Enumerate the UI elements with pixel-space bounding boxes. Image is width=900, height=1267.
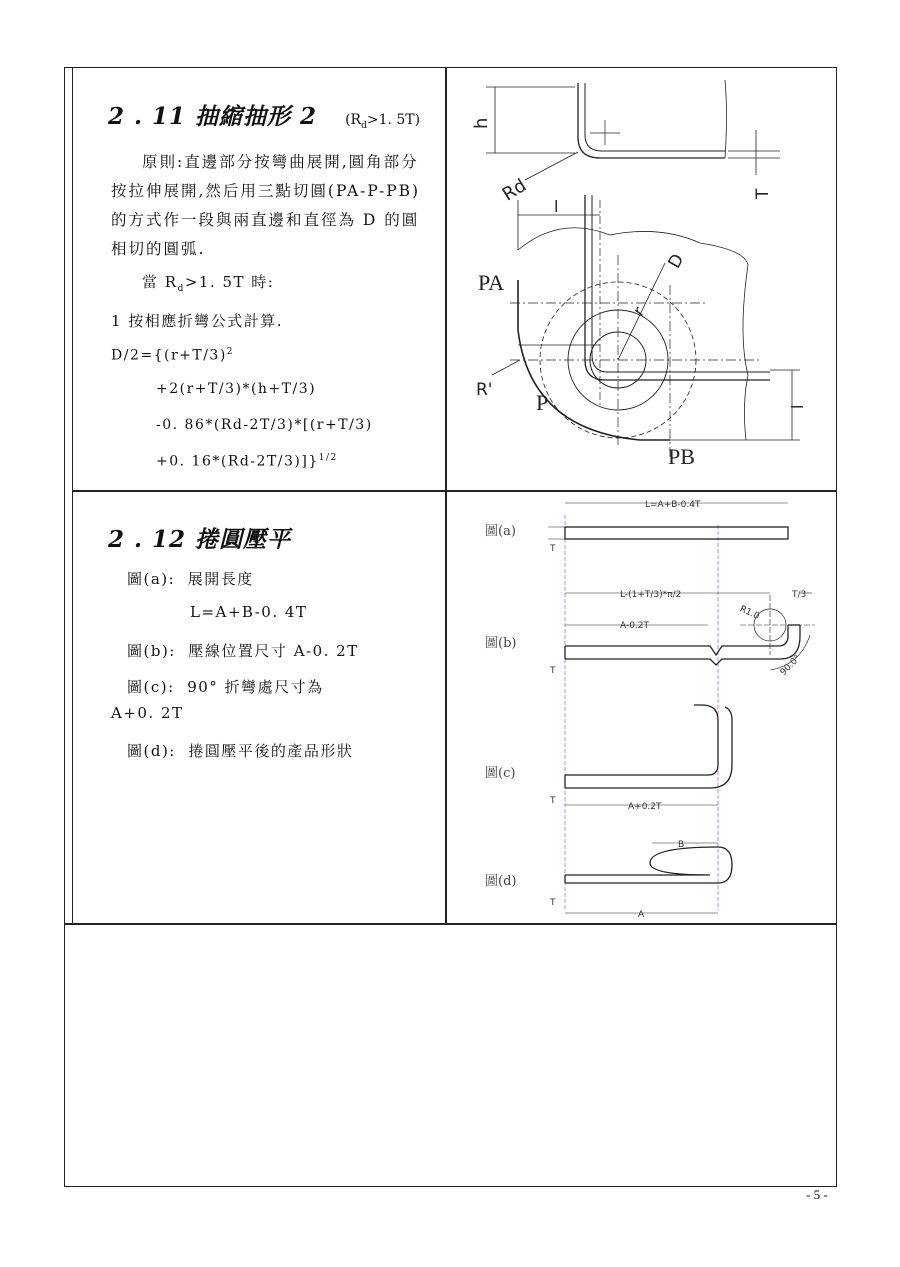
label-l-right: l [788,404,807,409]
step-1: 1 按相應折彎公式計算. [111,312,284,330]
label-l-top: l [554,197,559,216]
dim-r1: R1.0 [737,604,761,623]
label-pa: PA [478,270,505,295]
figure-211-drawing [470,75,830,470]
fig-c-desc-2: A+0. 2T [111,704,184,722]
formula-line-1: $D/2=\{(r+T/3)^2$ [111,347,235,364]
fig-a-formula: L=A+B-0. 4T [190,603,308,621]
dim-t-d: T [550,898,556,908]
section-211-principle: 原則:直邊部分按彎曲展開,圓角部分按拉伸展開,然后用三點切圓(PA-P-PB)的方式作一段與兩直邊和直徑為 D 的圓相切的圓弧. [111,153,421,258]
dim-b: B [678,840,685,850]
label-h: h [471,117,492,129]
dim-a: A [638,910,645,920]
page-number: - 5 - [806,1187,828,1202]
label-t: T [753,188,773,199]
fig-d-desc: 圖(d): 捲圓壓平後的產品形狀 [127,742,354,760]
fig-a-label: 圖(a) [485,524,516,539]
column-divider [445,67,447,924]
fig-d-label: 圖(d) [485,874,517,889]
dim-t-c: T [550,796,556,806]
formula-line-3: -0. 86*(Rd-2T/3)*[(r+T/3) [156,417,373,433]
section-211-title: 2 . 11 抽縮抽形 2 ($R_d>1$. 5T) [108,103,421,131]
dim-t-b: T [550,666,556,676]
label-r-prime: R' [476,380,493,400]
dim-a-plus: A+0.2T [628,802,662,812]
row-divider [72,490,837,492]
fig-b-label: 圖(b) [485,636,517,651]
dim-t-a: T [550,544,556,554]
dim-angle: 90.0° [778,653,804,678]
dim-a02: A-0.2T [620,621,650,631]
figure-212-drawing [470,495,830,920]
label-rd: Rd [498,174,531,206]
fig-a-desc: 圖(a): 展開長度 [127,570,254,588]
inner-left-rule [72,67,73,924]
dim-t3: T/3 [792,590,807,600]
fig-c-desc: 圖(c): 90° 折彎處尺寸為 [127,678,324,696]
label-d: D [664,250,689,273]
fig-c-label: 圖(c) [485,766,516,781]
label-p: P [536,390,549,415]
section-211-condition: ($R_d>1$. 5T) [345,112,421,131]
label-pb: PB [668,444,695,469]
dim-l: L=A+B-0.4T [645,500,701,510]
label-r: r [628,302,649,320]
condition-line: 當 $R_d>1$. 5T 時: [142,273,275,294]
table-bottom-rule [64,923,837,925]
formula-line-4: +0. 16*(Rd-2T/3)]}$^{1/2}$ [156,453,338,470]
formula-line-2: +2(r+T/3)*(h+T/3) [156,381,317,397]
dim-l2: L-(1+T/3)*π/2 [620,590,682,600]
fig-b-desc: 圖(b): 壓線位置尺寸 A-0. 2T [127,642,359,660]
section-212-title: 2 . 12 捲圓壓平 [108,526,292,553]
